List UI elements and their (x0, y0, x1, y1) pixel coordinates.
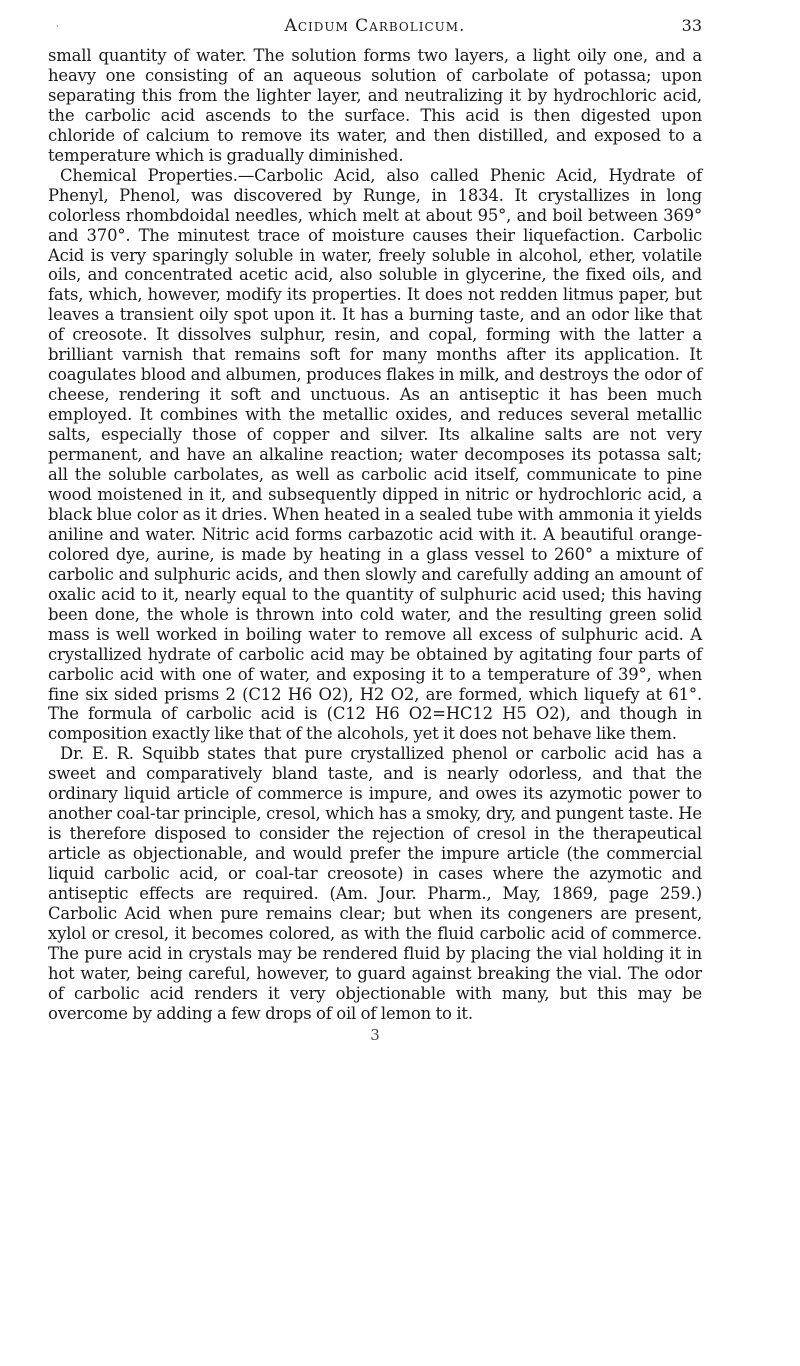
paragraph-squibb: Dr. E. R. Squibb states that pure crystallized phenol or carbolic acid has a sweet and comparatively bland taste, and is nearly odorless, and that the ordinary liquid article of commerce is impure, and owes its azymotic power to another coal-tar principle, cresol, which has a smoky, dry, and pungent taste. He is therefore disposed to consider the rejection of cresol in the therapeutical article as objectionable, and would prefer the impure article (the commercial liquid carbolic acid, or coal-tar creosote) in cases where the azymotic and antiseptic effects are required. (Am. Jour. Pharm., May, 1869, page 259.) Carbolic Acid when pure remains clear; but when its congeners are present, xylol or cresol, it becomes colored, as with the fluid carbolic acid of commerce. The pure acid in crystals may be rendered fluid by placing the vial holding it in hot water, being careful, however, to guard against breaking the vial. The odor of carbolic acid renders it very objectionable with many, but this may be overcome by adding a few drops of oil of lemon to it. (48, 744, 702, 1023)
running-title: Acidum Carbolicum. (284, 16, 466, 36)
margin-dot: · (56, 22, 59, 31)
paragraph-chemical-properties: Chemical Properties.—Carbolic Acid, also called Phenic Acid, Hydrate of Phenyl, Phenol, was discovered by Runge, in 1834. It crystallizes in long colorless rhombdoidal needles, which melt at about 95°, and boil between 369° and 370°. The minutest trace of moisture causes their liquefaction. Carbolic Acid is very sparingly soluble in water, freely soluble in alcohol, ether, volatile oils, and concentrated acetic acid, also soluble in glycerine, the fixed oils, and fats, which, however, modify its properties. It does not redden litmus paper, but leaves a transient oily spot upon it. It has a burning taste, and an odor like that of creosote. It dissolves sulphur, resin, and copal, forming with the latter a brilliant varnish that remains soft for many months after its application. It coagulates blood and albumen, produces flakes in milk, and destroys the odor of cheese, rendering it soft and unctuous. As an antiseptic it has been much employed. It combines with the metallic oxides, and reduces several metallic salts, especially those of copper and silver. Its alkaline salts are not very permanent, and have an alkaline reaction; water decomposes its potassa salt; all the soluble carbolates, as well as carbolic acid itself, communicate to pine wood moistened in it, and subsequently dipped in nitric or hydrochloric acid, a black blue color as it dries. When heated in a sealed tube with ammonia it yields aniline and water. Nitric acid forms carbazotic acid with it. A beautiful orange-colored dye, aurine, is made by heating in a glass vessel to 260° a mixture of carbolic and sulphuric acids, and then slowly and carefully adding an amount of oxalic acid to it, nearly equal to the quantity of sulphuric acid used; this having been done, the whole is thrown into cold water, and the resulting green solid mass is well worked in boiling water to remove all excess of sulphuric acid. A crystallized hydrate of carbolic acid may be obtained by agitating four parts of carbolic acid with one of water, and exposing it to a temperature of 39°, when fine six sided prisms 2 (C12 H6 O2), H2 O2, are formed, which liquefy at 61°. The formula of carbolic acid is (C12 H6 O2=HC12 H5 O2), and though in composition exactly like that of the alcohols, yet it does not behave like them. (48, 165, 702, 744)
running-head (48, 0, 702, 46)
body-text (48, 46, 702, 1024)
signature-mark: 3 (370, 1025, 380, 1044)
page-number: 33 (681, 16, 702, 35)
paragraph-1: small quantity of water. The solution forms two layers, a light oily one, and a heavy one consisting of an aqueous solution of carbolate of potassa; upon separating this from the lighter layer, and neutralizing it by hydrochloric acid, the carbolic acid ascends to the surface. This acid is then digested upon chloride of calcium to remove its water, and then distilled, and exposed to a temperature which is gradually diminished. (48, 46, 702, 165)
